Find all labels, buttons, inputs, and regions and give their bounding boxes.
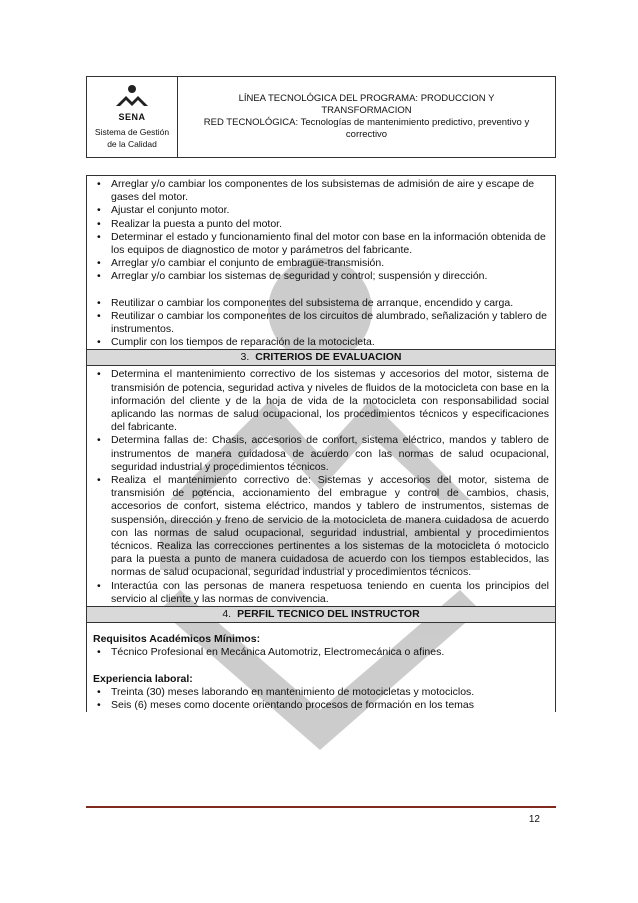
document-header: [86, 76, 556, 158]
header-title-cell: [178, 77, 555, 157]
list-item: • Reutilizar o cambiar los componentes de los circuitos de alumbrado, señalización y tablero de instrumentos.: [93, 310, 549, 336]
list-item: • Arreglar y/o cambiar los sistemas de seguridad y control; suspensión y dirección.: [93, 270, 549, 283]
list-item: • Determinar el estado y funcionamiento final del motor con base en la información obtenida de los equipos de diagnostico de motor y parámetros del fabricante.: [93, 231, 549, 257]
section-number: 3.: [240, 351, 250, 364]
list-item: • Seis (6) meses como docente orientando procesos de formación en los temas: [93, 699, 549, 712]
list-item: • Arreglar y/o cambiar los componentes de los subsistemas de admisión de aire y escape de gases del motor.: [93, 178, 549, 204]
experiencia-list: [93, 686, 549, 712]
section-header-criterios: [87, 349, 555, 366]
sena-logo-icon: [112, 84, 152, 114]
header-logo-cell: [87, 77, 178, 157]
list-item: • Determina fallas de: Chasis, accesorios de confort, sistema eléctrico, mandos y tablero de instrumentos de manera cuidadosa de acuerdo con las normas de salud ocupacional, seguridad industrial y procedimientos técnicos.: [93, 434, 549, 474]
section-title: PERFIL TECNICO DEL INSTRUCTOR: [237, 608, 420, 621]
system-label-line1: Sistema de Gestión: [94, 127, 170, 137]
header-line3: RED TECNOLÓGICA: Tecnologías de mantenimiento predictivo, preventivo y: [203, 117, 530, 128]
list-item: • Realizar la puesta a punto del motor.: [93, 218, 549, 231]
activities-cell: [87, 176, 555, 349]
list-item: • Cumplir con los tiempos de reparación de la motocicleta.: [93, 336, 549, 349]
logo-text: SENA: [118, 112, 146, 122]
list-item: • Ajustar el conjunto motor.: [93, 204, 549, 217]
requisitos-label: Requisitos Académicos Mínimos:: [93, 633, 261, 646]
footer-rule: [86, 806, 556, 808]
page-number: 12: [528, 814, 540, 825]
list-item: • Determina el mantenimiento correctivo de los sistemas y accesorios del motor, sistema de transmisión de potencia, seguridad activa y niveles de fluidos de la motocicleta con base en la información del cliente y de la hoja de vida de la motocicleta con responsabilidad social aplicando las normas de salud ocupacional, los procedimientos técnicos y especificaciones del fabricante.: [93, 368, 549, 434]
criteria-list: [93, 368, 549, 606]
list-item: • Realiza el mantenimiento correctivo de: Sistemas y accesorios del motor, sistema de transmisión de potencia, accionamiento del embrague y control de cambios, chasis, accesorios de confort, sistema eléctrico, mandos y tablero de instrumentos, sistemas de suspensión, dirección y freno de servicio de la motocicleta de manera cuidadosa de acuerdo con las normas de salud ocupacional, seguridad industrial, ambiental y procedimientos técnicos. Realiza las correcciones pertinentes a los sistemas de la motocicleta ó motociclo para la puesta a punto de manera cuidadosa de acuerdo con los tiempos establecidos, las normas de salud ocupacional, seguridad industrial y procedimientos técnicos.: [93, 474, 549, 580]
requisitos-list: [93, 646, 549, 659]
section-title: CRITERIOS DE EVALUACION: [255, 351, 402, 364]
content-table: [86, 175, 556, 712]
profile-cell: [87, 623, 555, 712]
section-number: 4.: [222, 608, 232, 621]
experiencia-label: Experiencia laboral:: [93, 672, 193, 685]
header-line1: LÍNEA TECNOLÓGICA DEL PROGRAMA: PRODUCCION Y: [238, 93, 495, 104]
list-item: • Reutilizar o cambiar los componentes del subsistema de arranque, encendido y carga.: [93, 297, 549, 310]
list-item: • Arreglar y/o cambiar el conjunto de embrague-transmisión.: [93, 257, 549, 270]
list-item: • Interactúa con las personas de manera respetuosa teniendo en cuenta los principios del servicio al cliente y las normas de convivencia.: [93, 580, 549, 606]
section-header-perfil: [87, 606, 555, 623]
activities-list-2: [93, 297, 549, 350]
criteria-cell: [87, 366, 555, 606]
list-item: • Treinta (30) meses laborando en mantenimiento de motocicletas y motociclos.: [93, 686, 549, 699]
list-item: • Técnico Profesional en Mecánica Automotriz, Electromecánica o afines.: [93, 646, 549, 659]
activities-list-1: [93, 178, 549, 284]
system-label: [95, 126, 169, 150]
header-line2: TRANSFORMACION: [321, 105, 412, 116]
header-line4: correctivo: [345, 129, 388, 140]
system-label-line2: de la Calidad: [107, 139, 157, 149]
